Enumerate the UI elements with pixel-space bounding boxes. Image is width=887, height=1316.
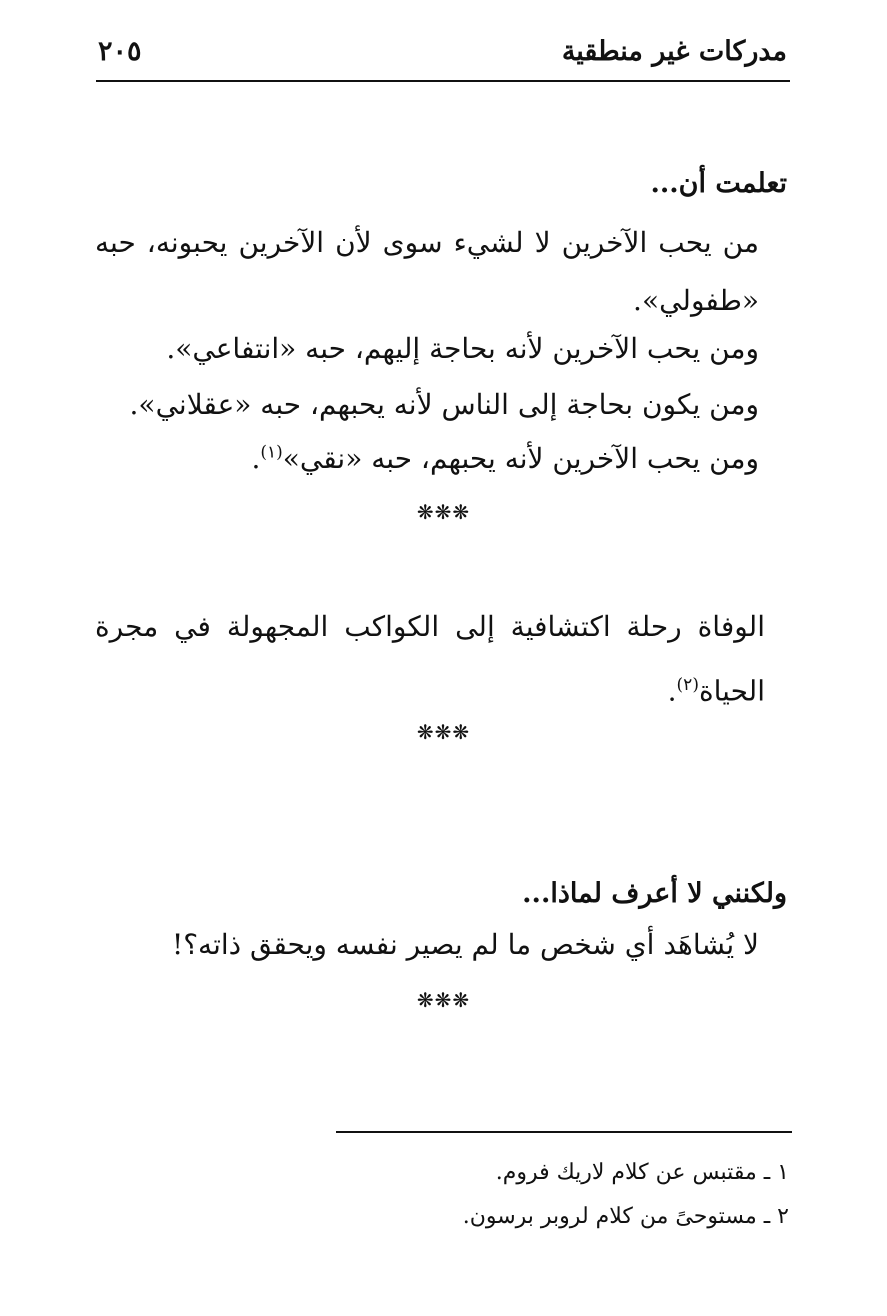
- paragraph-death-journey-text: الوفاة رحلة اكتشافية إلى الكواكب المجهولة في مجرة الحياة: [95, 610, 765, 708]
- footnote-ref-2: (٢): [676, 675, 699, 695]
- footnote-ref-1: (١): [260, 442, 283, 463]
- footnote-2: ٢ ـ مستوحىً من كلام لروبر برسون.: [462, 1204, 789, 1229]
- header-divider: [96, 80, 790, 82]
- section-separator: ❋❋❋: [416, 988, 471, 1012]
- line-self-realization: لا يُشاهَد أي شخص ما لم يصير نفسه ويحقق ذاته؟!: [171, 928, 759, 961]
- section-heading-dont-know: ولكنني لا أعرف لماذا...: [522, 878, 787, 909]
- running-header-title: مدركات غير منطقية: [561, 36, 787, 67]
- paragraph-death-journey: [95, 598, 765, 720]
- page-number: ٢٠٥: [98, 36, 142, 67]
- line-pure-love-period: .: [251, 442, 261, 475]
- section-heading-learned: تعلمت أن...: [650, 168, 787, 199]
- line-rational-love: ومن يكون بحاجة إلى الناس لأنه يحبهم، حبه «عقلاني».: [129, 388, 759, 421]
- line-pure-love-text: ومن يحب الآخرين لأنه يحبهم، حبه «نقي»: [282, 442, 759, 475]
- footnote-divider: [336, 1131, 792, 1133]
- paragraph-childish-love: من يحب الآخرين لا لشيء سوى لأن الآخرين يحبونه، حبه «طفولي».: [95, 226, 759, 317]
- section-separator: ❋❋❋: [416, 720, 471, 744]
- line-pure-love: [251, 442, 759, 475]
- paragraph-death-journey-period: .: [667, 674, 677, 708]
- section-separator: ❋❋❋: [416, 500, 471, 524]
- footnote-1: ١ ـ مقتبس عن كلام لاريك فروم.: [495, 1160, 789, 1185]
- line-utilitarian-love: ومن يحب الآخرين لأنه بحاجة إليهم، حبه «انتفاعي».: [166, 332, 759, 365]
